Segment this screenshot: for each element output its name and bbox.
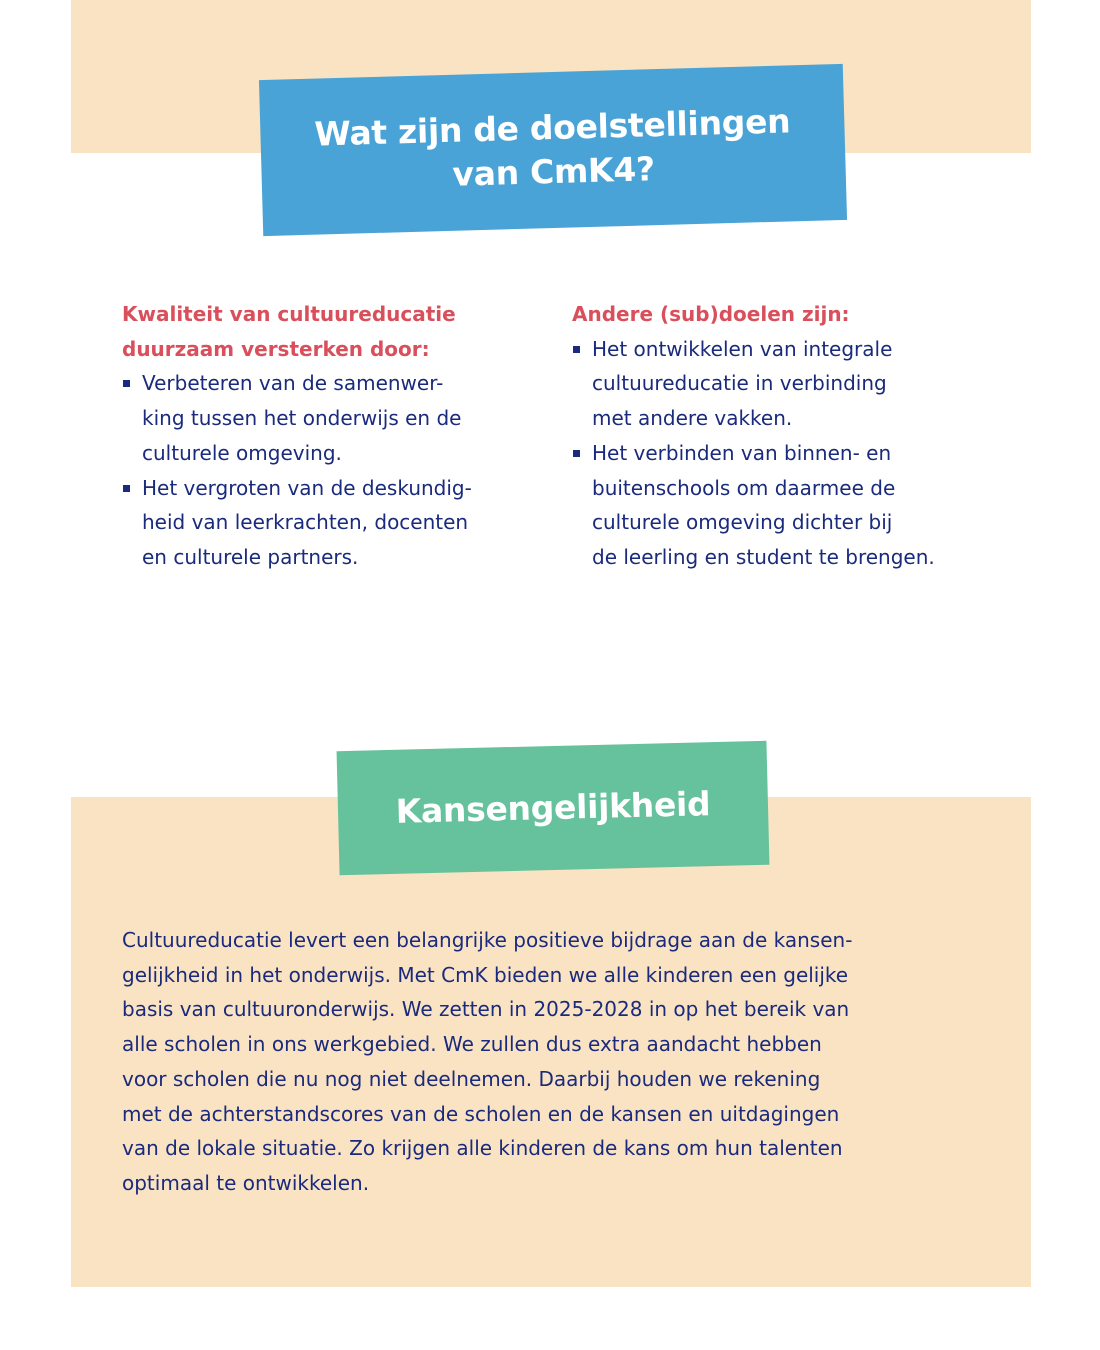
- list-item-line: met andere vakken.: [592, 406, 793, 431]
- right-column-heading: [572, 297, 1022, 332]
- paragraph-line: basis van cultuuronderwijs. We zetten in 2025-2028 in op het bereik van: [122, 997, 850, 1022]
- paragraph-line: van de lokale situatie. Zo krijgen alle kinderen de kans om hun talenten: [122, 1136, 843, 1161]
- section-title-box-goals: [259, 64, 847, 236]
- heading-line: Kwaliteit van cultuureducatie: [122, 302, 456, 326]
- list-item-line: en culturele partners.: [142, 544, 359, 569]
- paragraph-line: gelijkheid in het onderwijs. Met CmK bieden we alle kinderen een gelijke: [122, 962, 849, 987]
- list-item: [572, 436, 1022, 575]
- section-title-goals: [292, 99, 814, 201]
- list-item-line: heid van leerkrachten, docenten: [142, 510, 469, 535]
- section-title-box-equal-opportunity: [337, 741, 770, 875]
- heading-line: Andere (sub)doelen zijn:: [572, 302, 850, 326]
- section-title-equal-opportunity: Kansengelijkheid: [395, 784, 711, 831]
- list-item-line: Het vergroten van de deskundig-: [142, 475, 472, 500]
- square-bullet-icon: [123, 485, 130, 492]
- left-bullet-list: [122, 366, 542, 574]
- list-item-line: buitenschools om daarmee de: [592, 475, 896, 500]
- list-item-line: Het verbinden van binnen- en: [592, 440, 892, 465]
- list-item: [122, 366, 542, 470]
- list-item-line: cultuureducatie in verbinding: [592, 371, 887, 396]
- heading-line: duurzaam versterken door:: [122, 336, 430, 361]
- list-item-line: king tussen het onderwijs en de: [142, 406, 462, 431]
- title-line: Wat zijn de doelstellingen: [313, 101, 791, 154]
- list-item: [572, 332, 1022, 436]
- paragraph-line: optimaal te ontwikkelen.: [122, 1170, 370, 1195]
- paragraph-line: met de achterstandscores van de scholen en de kansen en uitdagingen: [122, 1101, 840, 1126]
- right-bullet-list: [572, 332, 1022, 575]
- goals-left-column: [122, 297, 542, 575]
- left-column-heading: [122, 297, 542, 366]
- paragraph-line: alle scholen in ons werkgebied. We zullen dus extra aandacht hebben: [122, 1032, 822, 1057]
- square-bullet-icon: [573, 450, 580, 457]
- list-item-line: culturele omgeving dichter bij: [592, 510, 893, 535]
- list-item-line: culturele omgeving.: [142, 440, 342, 465]
- title-line: van CmK4?: [451, 149, 656, 194]
- square-bullet-icon: [573, 346, 580, 353]
- goals-right-column: [572, 297, 1022, 575]
- paragraph-line: voor scholen die nu nog niet deelnemen. Daarbij houden we rekening: [122, 1066, 821, 1091]
- list-item-line: Het ontwikkelen van integrale: [592, 336, 893, 361]
- list-item: [122, 471, 542, 575]
- equal-opportunity-paragraph: [122, 923, 992, 1201]
- paragraph-line: Cultuureducatie levert een belangrijke positieve bijdrage aan de kansen-: [122, 928, 853, 952]
- list-item-line: de leerling en student te brengen.: [592, 544, 935, 569]
- list-item-line: Verbeteren van de samenwer-: [142, 371, 444, 396]
- square-bullet-icon: [123, 380, 130, 387]
